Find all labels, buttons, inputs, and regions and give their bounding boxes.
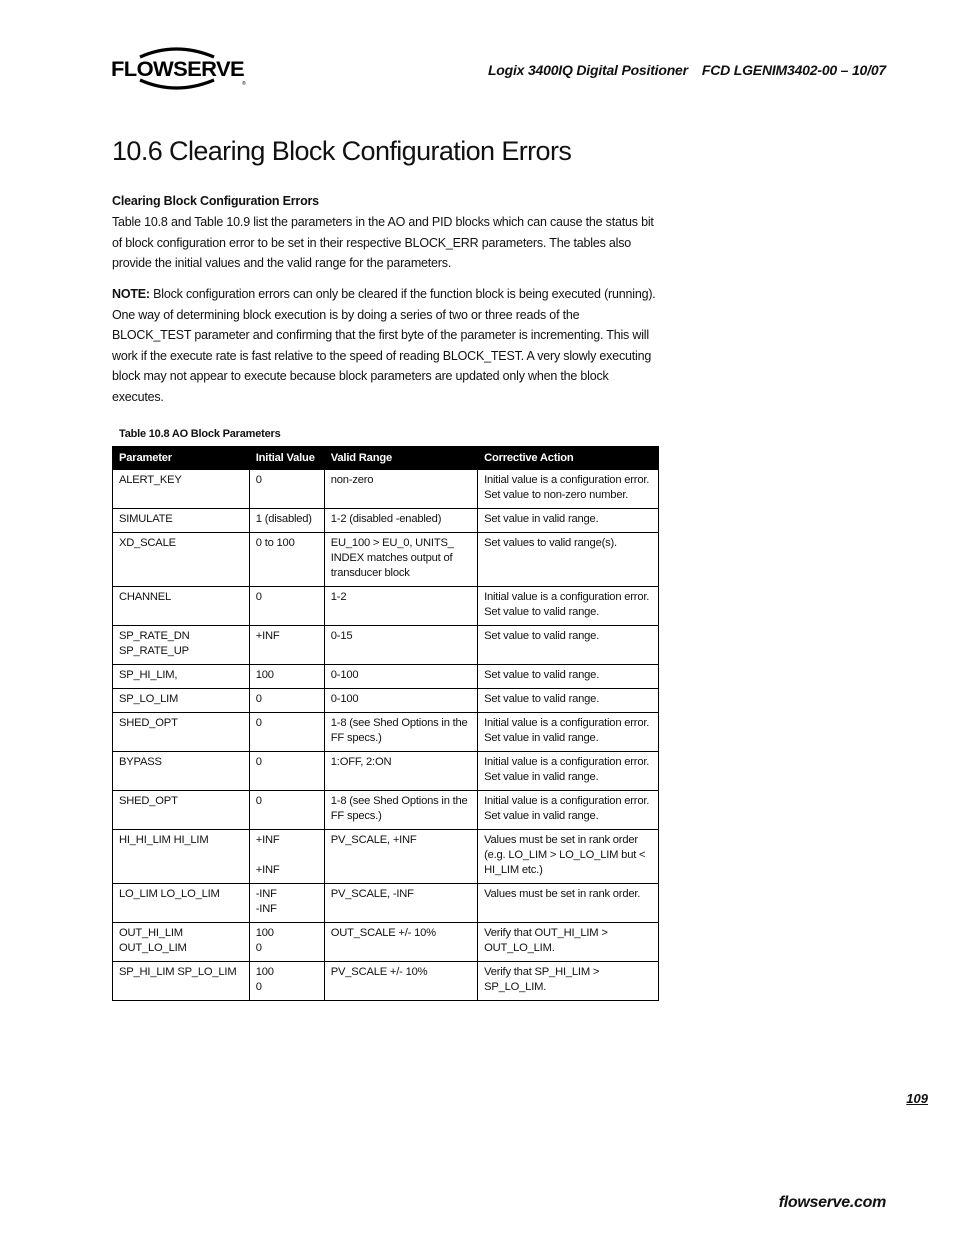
parameter-cell: ALERT_KEY [113,470,250,509]
table-row [113,509,659,533]
corrective-action-cell: Set values to valid range(s). [478,533,659,587]
valid-range-cell: 0-100 [324,665,477,689]
valid-range-cell: EU_100 > EU_0, UNITS_ INDEX matches output of transducer block [324,533,477,587]
corrective-action-cell: Initial value is a configuration error. Set value in valid range. [478,752,659,791]
table-row [113,791,659,830]
initial-value-cell: 100 0 [249,923,324,962]
parameter-cell: LO_LIM LO_LO_LIM [113,884,250,923]
flowserve-logo [110,43,250,93]
parameter-cell: XD_SCALE [113,533,250,587]
initial-value-cell: 0 [249,470,324,509]
parameter-cell: SHED_OPT [113,713,250,752]
corrective-action-cell: Initial value is a configuration error. Set value in valid range. [478,791,659,830]
note-label: NOTE: [112,287,150,301]
initial-value-cell: +INF [249,626,324,665]
valid-range-cell: 0-100 [324,689,477,713]
table-row [113,626,659,665]
svg-text:®: ® [242,81,246,87]
initial-value-cell: +INF +INF [249,830,324,884]
header-parameter: Parameter [113,447,250,470]
parameter-cell: HI_HI_LIM HI_LIM [113,830,250,884]
initial-value-cell: 0 [249,689,324,713]
parameter-cell: SIMULATE [113,509,250,533]
table-row [113,689,659,713]
parameter-cell: SHED_OPT [113,791,250,830]
parameter-cell: OUT_HI_LIM OUT_LO_LIM [113,923,250,962]
footer-website: flowserve.com [778,1194,886,1211]
header-valid-range: Valid Range [324,447,477,470]
note-text: Block configuration errors can only be cleared if the function block is being executed (running). One way of determining block execution is by doing a series of two or three reads of the BLOCK_TEST parameter and confirming that the first byte of the parameter is incrementing. This will work if the execute rate is fast relative to the speed of reading BLOCK_TEST. A very slowly executing block may not appear to execute because block parameters are updated only when the block executes. [112,287,656,404]
parameter-cell: SP_LO_LIM [113,689,250,713]
corrective-action-cell: Verify that SP_HI_LIM > SP_LO_LIM. [478,962,659,1001]
table-row [113,752,659,791]
initial-value-cell: 0 to 100 [249,533,324,587]
corrective-action-cell: Initial value is a configuration error. Set value to valid range. [478,587,659,626]
valid-range-cell: PV_SCALE +/- 10% [324,962,477,1001]
document-code: FCD LGENIM3402-00 – 10/07 [701,62,886,78]
valid-range-cell: PV_SCALE, +INF [324,830,477,884]
corrective-action-cell: Set value to valid range. [478,626,659,665]
valid-range-cell: PV_SCALE, -INF [324,884,477,923]
header-initial-value: Initial Value [249,447,324,470]
table-header-row [113,447,659,470]
table-row [113,470,659,509]
corrective-action-cell: Values must be set in rank order (e.g. LO_LIM > LO_LO_LIM but < HI_LIM etc.) [478,830,659,884]
table-row [113,830,659,884]
ao-block-parameters-table [112,446,659,1001]
page-number: 109 [906,1091,928,1106]
parameter-cell: SP_HI_LIM SP_LO_LIM [113,962,250,1001]
corrective-action-cell: Verify that OUT_HI_LIM > OUT_LO_LIM. [478,923,659,962]
corrective-action-cell: Set value to valid range. [478,665,659,689]
table-row [113,587,659,626]
initial-value-cell: 100 0 [249,962,324,1001]
table-row [113,533,659,587]
table-row [113,713,659,752]
intro-paragraph: Table 10.8 and Table 10.9 list the parameters in the AO and PID blocks which can cause the status bit of block configuration error to be set in their respective BLOCK_ERR parameters. The tables also provide the initial values and the valid range for the parameters. [112,215,654,271]
valid-range-cell: 1-2 [324,587,477,626]
corrective-action-cell: Initial value is a configuration error. Set value in valid range. [478,713,659,752]
parameter-cell: BYPASS [113,752,250,791]
initial-value-cell: 0 [249,713,324,752]
valid-range-cell: 1-8 (see Shed Options in the FF specs.) [324,713,477,752]
header-corrective-action: Corrective Action [478,447,659,470]
table-row [113,884,659,923]
corrective-action-cell: Values must be set in rank order. [478,884,659,923]
valid-range-cell: 1-8 (see Shed Options in the FF specs.) [324,791,477,830]
valid-range-cell: 0-15 [324,626,477,665]
table-row [113,923,659,962]
document-header [420,62,886,78]
section-heading: Clearing Block Configuration Errors [112,194,319,208]
table-row [113,962,659,1001]
initial-value-cell: 100 [249,665,324,689]
valid-range-cell: OUT_SCALE +/- 10% [324,923,477,962]
corrective-action-cell: Initial value is a configuration error. Set value to non-zero number. [478,470,659,509]
product-name: Logix 3400IQ Digital Positioner [487,62,688,78]
initial-value-cell: 0 [249,587,324,626]
table-caption: Table 10.8 AO Block Parameters [119,428,281,440]
valid-range-cell: 1:OFF, 2:ON [324,752,477,791]
initial-value-cell: 0 [249,791,324,830]
corrective-action-cell: Set value to valid range. [478,689,659,713]
valid-range-cell: non-zero [324,470,477,509]
initial-value-cell: 0 [249,752,324,791]
initial-value-cell: -INF -INF [249,884,324,923]
initial-value-cell: 1 (disabled) [249,509,324,533]
corrective-action-cell: Set value in valid range. [478,509,659,533]
svg-text:FLOWSERVE: FLOWSERVE [111,58,245,81]
parameter-cell: SP_RATE_DN SP_RATE_UP [113,626,250,665]
parameter-cell: SP_HI_LIM, [113,665,250,689]
valid-range-cell: 1-2 (disabled -enabled) [324,509,477,533]
table-row [113,665,659,689]
parameter-cell: CHANNEL [113,587,250,626]
page-title: 10.6 Clearing Block Configuration Errors [112,136,572,166]
note-paragraph [112,284,660,408]
